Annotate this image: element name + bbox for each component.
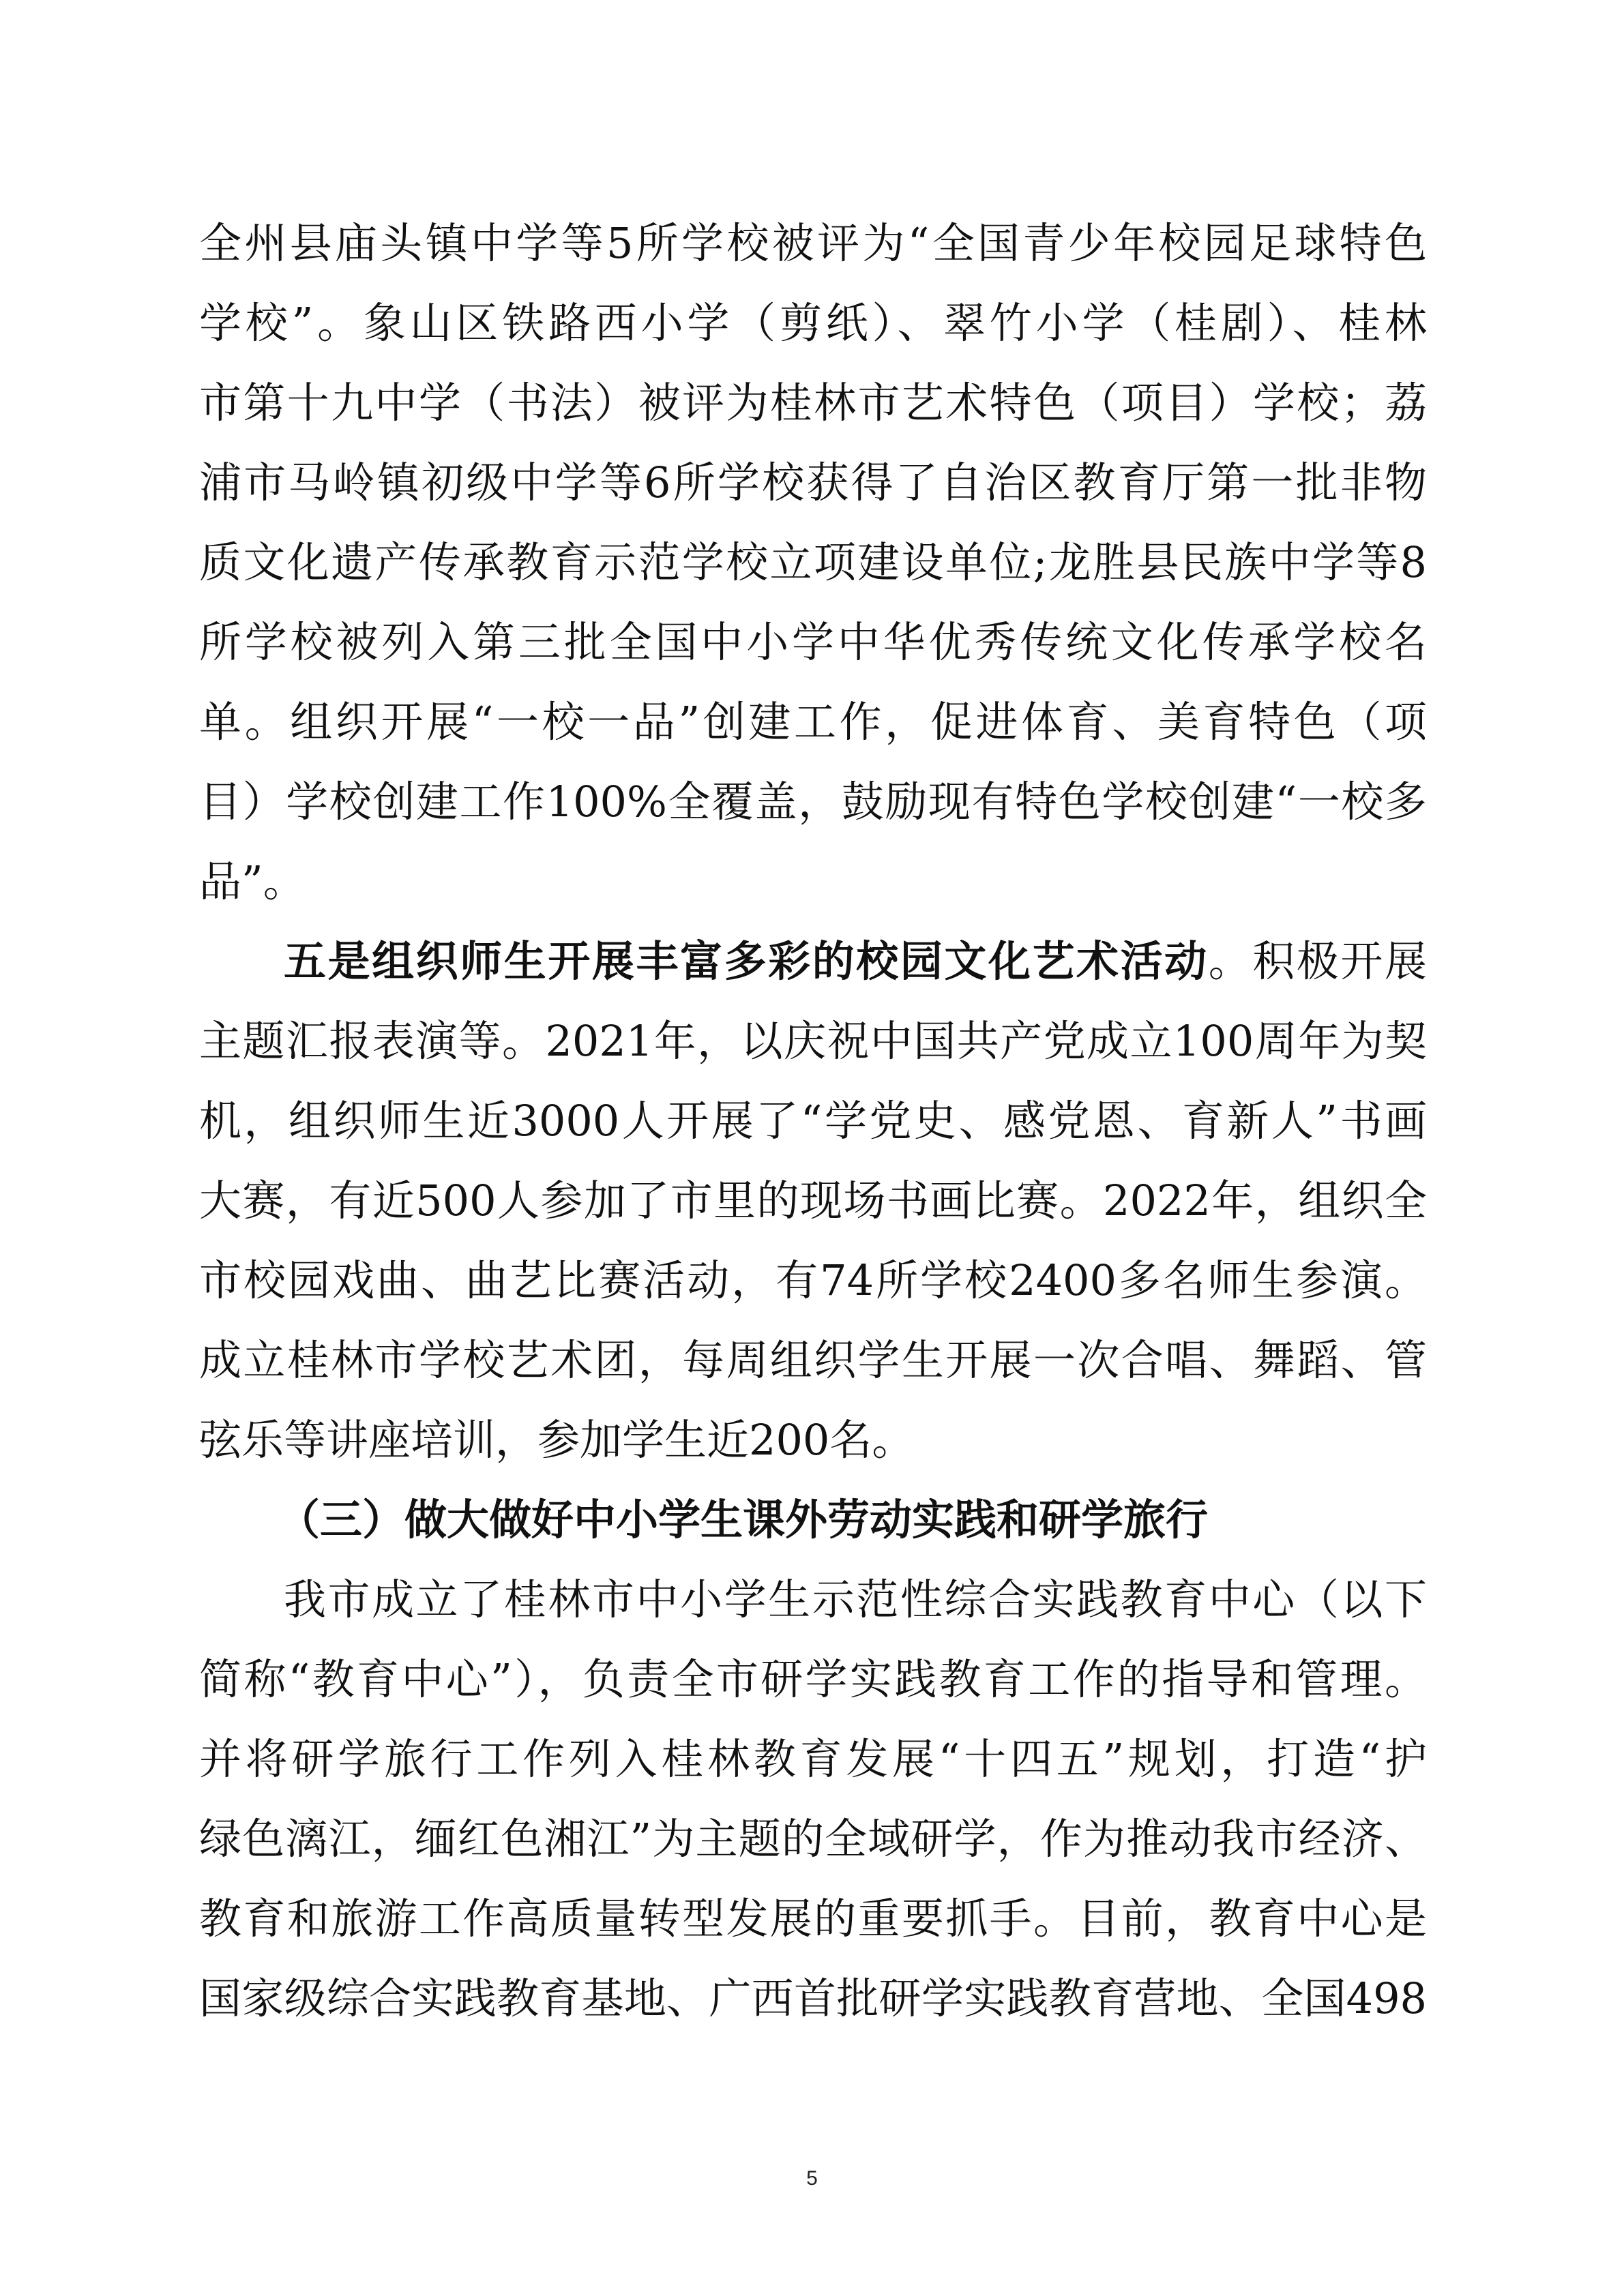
paragraph-2-lead: 五是组织师生开展丰富多彩的校园文化艺术活动	[284, 936, 1209, 986]
paragraph-2-line-2: 主题汇报表演等。2021年，以庆祝中国共产党成立100周年为契	[199, 1016, 1427, 1066]
paragraph-2-line-3: 机，组织师生近3000人开展了“学党史、感党恩、育新人”书画	[199, 1096, 1427, 1146]
paragraph-3-line-4: 绿色漓江，缅红色湘江”为主题的全域研学，作为推动我市经济、	[199, 1814, 1427, 1864]
section-heading-3: （三）做大做好中小学生课外劳动实践和研学旅行	[278, 1495, 1209, 1545]
paragraph-1-line-1: 全州县庙头镇中学等5所学校被评为“全国青少年校园足球特色	[199, 218, 1427, 268]
paragraph-3-line-1: 我市成立了桂林市中小学生示范性综合实践教育中心（以下	[284, 1575, 1427, 1624]
paragraph-3-line-5: 教育和旅游工作高质量转型发展的重要抓手。目前，教育中心是	[199, 1894, 1427, 1943]
paragraph-3-line-6: 国家级综合实践教育基地、广西首批研学实践教育营地、全国498	[199, 1973, 1427, 2023]
paragraph-1-line-4: 浦市马岭镇初级中学等6所学校获得了自治区教育厅第一批非物	[199, 458, 1427, 507]
paragraph-1-line-2: 学校”。象山区铁路西小学（剪纸）、翠竹小学（桂剧）、桂林	[199, 298, 1427, 348]
paragraph-1-line-3: 市第十九中学（书法）被评为桂林市艺术特色（项目）学校；荔	[199, 378, 1427, 428]
paragraph-2-line-6: 成立桂林市学校艺术团，每周组织学生开展一次合唱、舞蹈、管	[199, 1335, 1427, 1385]
paragraph-3-line-3: 并将研学旅行工作列入桂林教育发展“十四五”规划，打造“护	[199, 1734, 1427, 1784]
paragraph-1-line-6: 所学校被列入第三批全国中小学中华优秀传统文化传承学校名	[199, 617, 1427, 667]
paragraph-2-lead-rest: 。积极开展	[1208, 936, 1427, 986]
paragraph-3-line-2: 简称“教育中心”），负责全市研学实践教育工作的指导和管理。	[199, 1654, 1427, 1704]
paragraph-1-line-5: 质文化遗产传承教育示范学校立项建设单位;龙胜县民族中学等8	[199, 537, 1427, 587]
paragraph-2-line-4: 大赛，有近500人参加了市里的现场书画比赛。2022年，组织全	[199, 1176, 1427, 1225]
paragraph-2-line-5: 市校园戏曲、曲艺比赛活动，有74所学校2400多名师生参演。	[199, 1255, 1427, 1305]
paragraph-1-line-9: 品”。	[199, 856, 306, 906]
paragraph-1-line-8: 目）学校创建工作100%全覆盖，鼓励现有特色学校创建“一校多	[199, 777, 1427, 826]
paragraph-2-line-1	[199, 924, 1427, 999]
page-number: 5	[806, 2167, 818, 2190]
paragraph-1-line-7: 单。组织开展“一校一品”创建工作，促进体育、美育特色（项	[199, 697, 1427, 747]
paragraph-2-line-7: 弦乐等讲座培训，参加学生近200名。	[199, 1415, 915, 1465]
